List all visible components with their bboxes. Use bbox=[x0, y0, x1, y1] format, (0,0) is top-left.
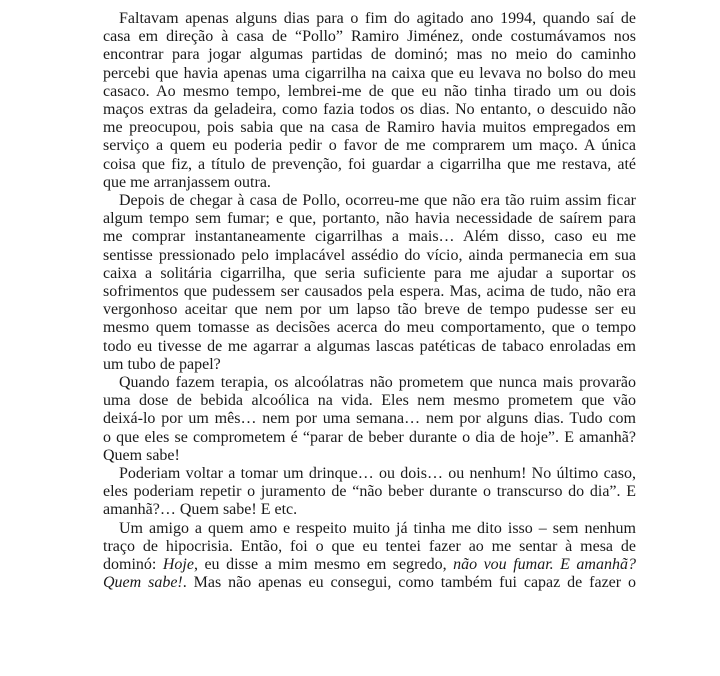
text-line: me comprar instantaneamente cigarrilhas a mais… Além disso, caso eu me bbox=[103, 228, 636, 246]
text-line: serviço a quem eu poderia pedir o favor de me comprarem um maço. A única bbox=[103, 137, 636, 155]
paragraph-2 bbox=[87, 192, 636, 374]
text-line: traço de hipocrisia. Então, foi o que eu tentei fazer ao me sentar à mesa de bbox=[103, 537, 636, 555]
text-line: encontrar para jogar algumas partidas de dominó; mas no meio do caminho bbox=[103, 46, 636, 64]
text-run: . Mas não apenas eu consegui, como também fui capaz de fazer o bbox=[182, 574, 636, 592]
italic-run: Hoje bbox=[162, 556, 194, 574]
paragraph-1 bbox=[87, 10, 636, 192]
text-line: sofrimentos que pudessem ser causados pela espera. Mas, acima de tudo, não era bbox=[103, 283, 636, 301]
document-page bbox=[87, 10, 636, 593]
text-line: percebi que havia apenas uma cigarrilha na caixa que eu levava no bolso do meu bbox=[103, 64, 636, 82]
text-line: amanhã?… Quem sabe! E etc. bbox=[103, 501, 298, 519]
text-line: casaco. Ao mesmo tempo, lembrei-me de que eu não tinha tirado um ou dois bbox=[103, 82, 636, 100]
text-line: eles poderiam repetir o juramento de “não beber durante o transcurso do dia”. E bbox=[103, 483, 636, 501]
text-line: sentisse pressionado pelo implacável assédio do vício, ainda permanecia em sua bbox=[103, 246, 636, 264]
text-line: o que eles se comprometem é “parar de beber durante o dia de hoje”. E amanhã? bbox=[103, 428, 636, 446]
text-line: Um amigo a quem amo e respeito muito já tinha me dito isso – sem nenhum bbox=[119, 519, 636, 537]
text-line: casa em direção à casa de “Pollo” Ramiro Jiménez, onde costumávamos nos bbox=[103, 28, 636, 46]
text-line: um tubo de papel? bbox=[103, 355, 221, 373]
text-line: Depois de chegar à casa de Pollo, ocorreu-me que não era tão ruim assim ficar bbox=[119, 192, 636, 210]
paragraph-5 bbox=[87, 520, 636, 593]
text-line: maços extras da geladeira, como fazia todos os dias. No entanto, o descuido não bbox=[103, 101, 636, 119]
italic-run: Quem sabe! bbox=[103, 574, 183, 592]
text-run: dominó: bbox=[103, 556, 163, 574]
text-line-mixed bbox=[87, 556, 636, 574]
text-line: que me arranjassem outra. bbox=[103, 173, 271, 191]
text-line: vergonhoso aceitar que nem por um lapso tão breve de tempo pudesse ser eu bbox=[103, 301, 636, 319]
text-line: todo eu tivesse de me agarrar a algumas lascas patéticas de tabaco enroladas em bbox=[103, 337, 636, 355]
text-line: Quem sabe! bbox=[103, 446, 180, 464]
text-line: Poderiam voltar a tomar um drinque… ou dois… ou nenhum! No último caso, bbox=[119, 465, 636, 483]
text-line-mixed bbox=[87, 574, 636, 592]
text-line: algum tempo sem fumar; e que, portanto, não havia necessidade de saírem para bbox=[103, 210, 636, 228]
italic-run: não vou fumar. E amanhã? bbox=[453, 556, 636, 574]
text-line: Faltavam apenas alguns dias para o fim do agitado ano 1994, quando saí de bbox=[119, 10, 636, 27]
text-line: caixa a solitária cigarrilha, que seria suficiente para me ajudar a suportar os bbox=[103, 264, 636, 282]
paragraph-4 bbox=[87, 465, 636, 520]
text-run: , eu disse a mim mesmo em segredo, bbox=[193, 556, 454, 574]
text-line: mesmo quem tomasse as decisões acerca do meu comportamento, que o tempo bbox=[103, 319, 636, 337]
paragraph-3 bbox=[87, 374, 636, 465]
text-line: me preocupou, pois sabia que na casa de Ramiro havia muitos empregados em bbox=[103, 119, 636, 137]
text-line: uma dose de bebida alcoólica na vida. Eles nem mesmo prometem que vão bbox=[103, 392, 636, 410]
text-line: coisa que fiz, a título de prevenção, foi guardar a cigarrilha que me restava, até bbox=[103, 155, 636, 173]
text-line: Quando fazem terapia, os alcoólatras não prometem que nunca mais provarão bbox=[119, 374, 636, 392]
text-line: deixá-lo por um mês… nem por uma semana… nem por alguns dias. Tudo com bbox=[103, 410, 636, 428]
